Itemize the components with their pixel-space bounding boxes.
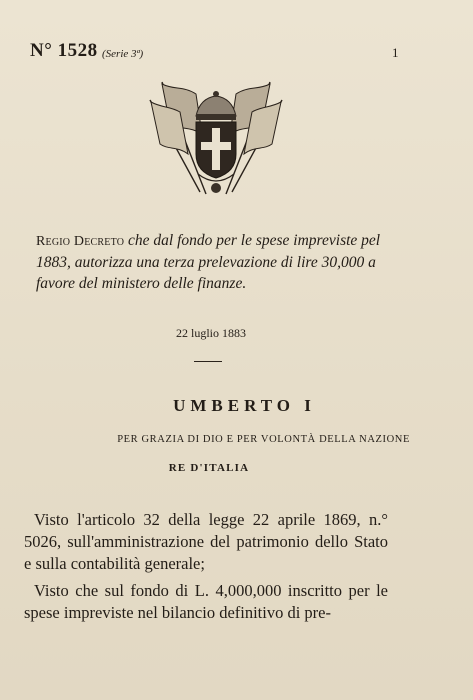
page-number: 1 <box>392 45 399 60</box>
divider <box>194 361 222 362</box>
decree-title <box>36 230 396 294</box>
grace-formula: PER GRAZIA DI DIO E PER VOLONTÀ DELLA NAZIONE <box>117 434 410 445</box>
decree-title-text: che dal fondo per le spese impreviste pel 1883, autorizza una terza prelevazione di lire 30,000 a favore del ministero delle finanze. <box>36 232 381 292</box>
paragraph: Visto che sul fondo di L. 4,000,000 inscritto per le spese impreviste nel bilancio definitivo di pre- <box>24 581 388 622</box>
decree-date: 22 luglio 1883 <box>175 326 246 340</box>
savoy-coat-of-arms-icon <box>140 76 292 202</box>
decree-number: N° 1528 <box>30 40 98 61</box>
decree-title-lead: Regio Decreto <box>36 234 125 249</box>
series-label: (Serie 3ª) <box>102 48 144 60</box>
paragraph: Visto l'articolo 32 della legge 22 aprile 1869, n.° 5026, sull'amministrazione del patrimonio dello Stato e sulla contabilità generale; <box>24 510 388 573</box>
king-name: UMBERTO I <box>173 396 316 415</box>
king-title: RE D'ITALIA <box>168 462 250 474</box>
